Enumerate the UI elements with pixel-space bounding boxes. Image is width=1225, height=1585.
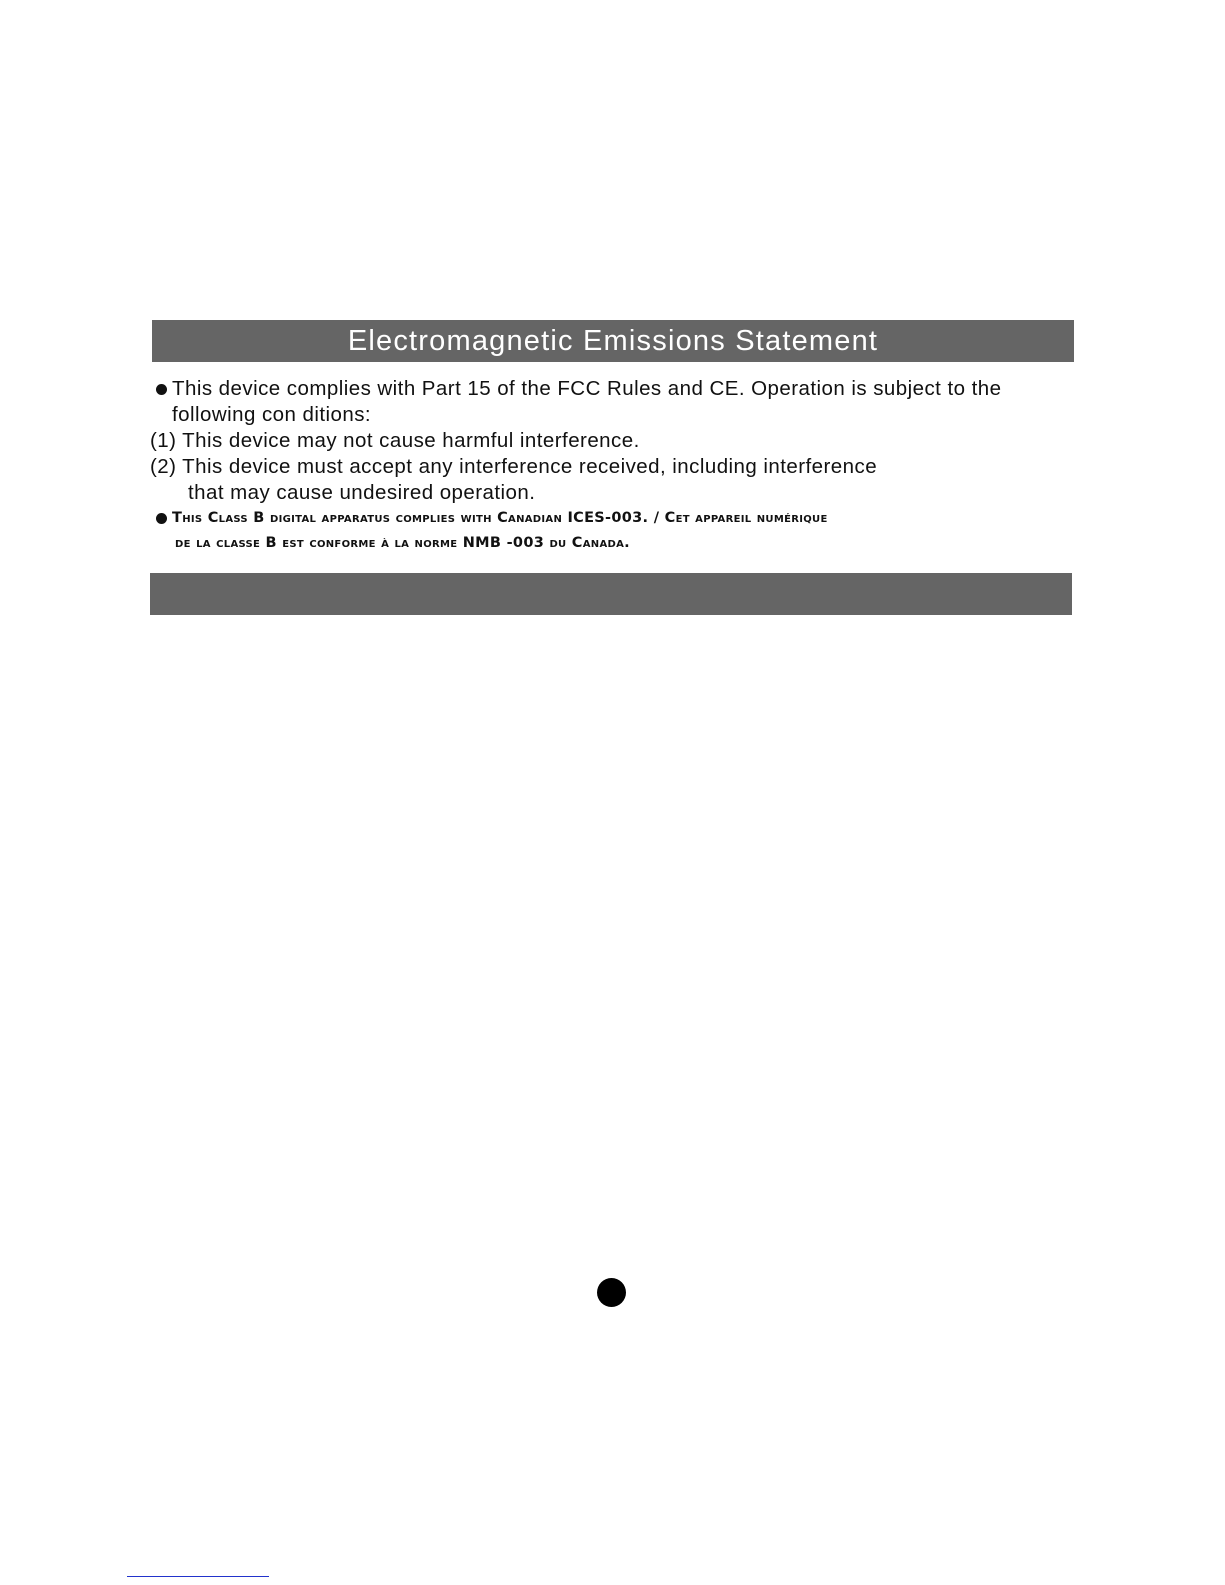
fcc-statement-line-1: This device complies with Part 15 of the FCC Rules and CE. Operation is subject to the [172, 377, 1002, 400]
canada-statement-line-1: This Class B digital apparatus complies with Canadian ICES-003. / Cet appareil numérique [172, 510, 828, 526]
section-title-bar [152, 320, 1074, 362]
condition-2-line-2: that may cause undesired operation. [188, 481, 536, 504]
fcc-statement-line-2: following con ditions: [172, 403, 372, 426]
section-title: Electromagnetic Emissions Statement [347, 324, 879, 357]
canada-statement-line-2: de la classe B est conforme à la norme NMB -003 du Canada. [175, 535, 630, 551]
condition-2-line-1: (2) This device must accept any interference received, including interference [150, 455, 878, 478]
bottom-rule [127, 1576, 269, 1577]
bullet-icon [156, 513, 167, 524]
bullet-icon [156, 384, 167, 395]
blank-section-bar [150, 573, 1072, 615]
condition-1: (1) This device may not cause harmful interference. [150, 429, 640, 452]
page-dot-icon [597, 1278, 626, 1307]
